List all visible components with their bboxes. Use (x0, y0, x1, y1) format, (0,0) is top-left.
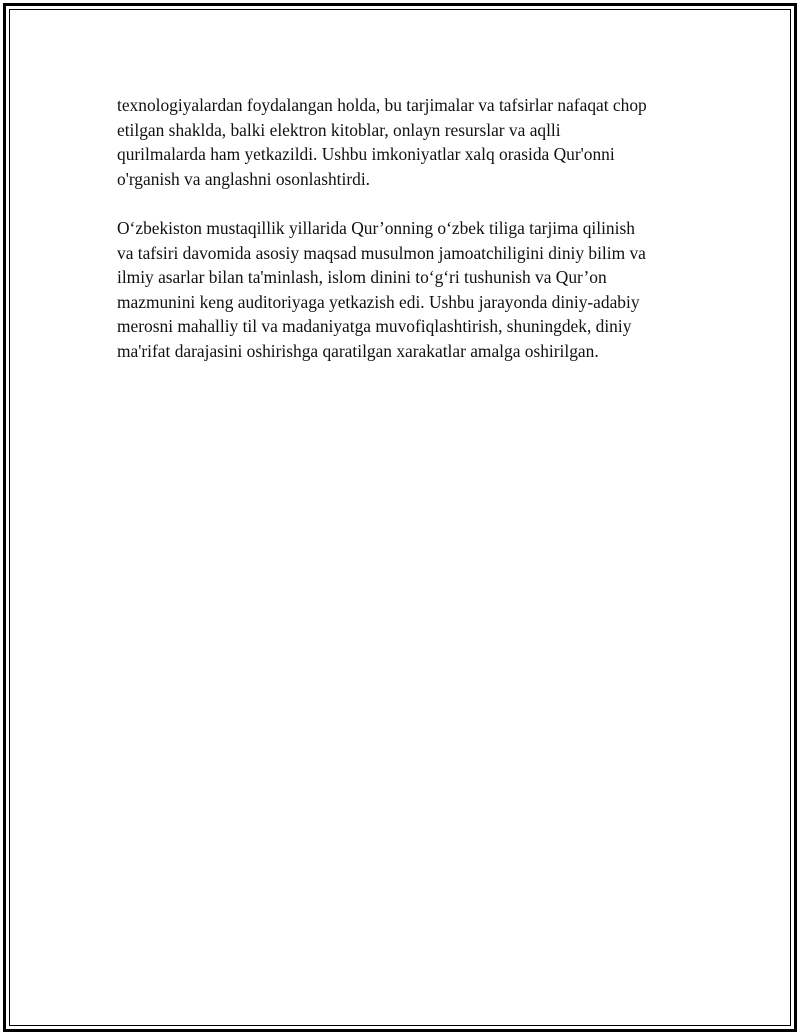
document-body (117, 93, 697, 388)
text-line: mazmunini keng auditoriyaga yetkazish edi. Ushbu jarayonda diniy-adabiy (117, 291, 640, 312)
text-line: etilgan shaklda, balki elektron kitoblar, onlayn resurslar va aqlli (117, 119, 561, 140)
text-line: ilmiy asarlar bilan ta'minlash, islom dinini to‘g‘ri tushunish va Qur’on (117, 267, 607, 288)
text-line: o'rganish va anglashni osonlashtirdi. (117, 168, 371, 189)
text-line: merosni mahalliy til va madaniyatga muvofiqlashtirish, shuningdek, diniy (117, 316, 632, 337)
text-line: va tafsiri davomida asosiy maqsad musulmon jamoatchiligini diniy bilim va (117, 242, 646, 263)
text-line: O‘zbekiston mustaqillik yillarida Qur’onning o‘zbek tiliga tarjima qilinish (117, 217, 635, 238)
paragraph-1 (117, 93, 697, 191)
paragraph-2 (117, 216, 697, 364)
text-line: qurilmalarda ham yetkazildi. Ushbu imkoniyatlar xalq orasida Qur'onni (117, 144, 615, 165)
text-line: ma'rifat darajasini oshirishga qaratilgan xarakatlar amalga oshirilgan. (117, 340, 599, 361)
text-line: texnologiyalardan foydalangan holda, bu tarjimalar va tafsirlar nafaqat chop (117, 95, 647, 115)
